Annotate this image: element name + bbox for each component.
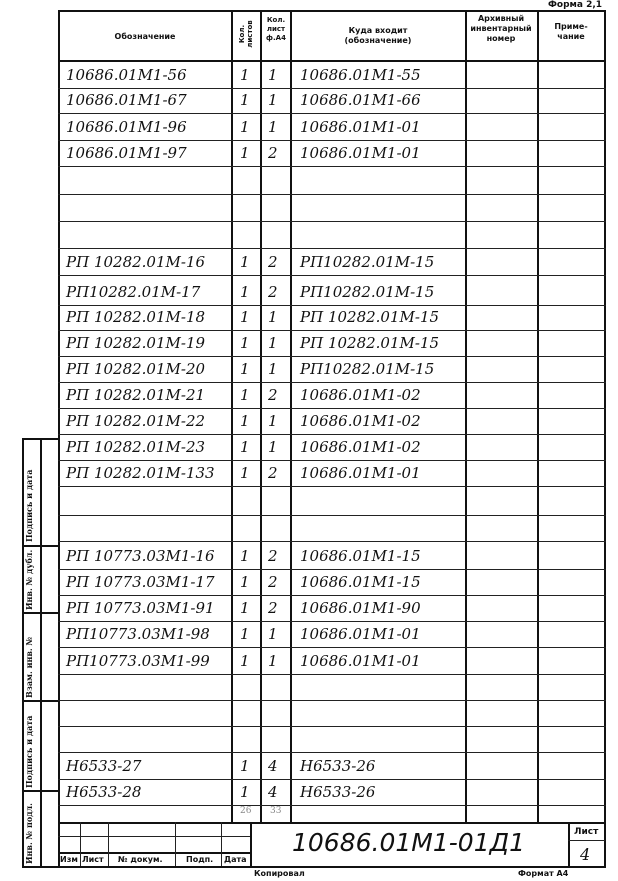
cell-kuda-vhodit: РП 10282.01М-15	[300, 308, 440, 326]
row-separator	[58, 194, 606, 195]
cell-kuda-vhodit: 10686.01М1-15	[300, 573, 421, 591]
cell-kol-listov: 1	[240, 464, 250, 482]
cell-kuda-vhodit: 10686.01M1-01	[300, 144, 421, 162]
side-div-4	[22, 790, 58, 792]
row-separator	[58, 408, 606, 409]
frame-bottom	[22, 866, 606, 868]
cell-oboznachenie: РП 10773.03М1-16	[66, 547, 215, 565]
row-separator	[58, 752, 606, 753]
side-label-podpis-2: Подпись и дата	[24, 469, 34, 542]
cell-oboznachenie: РП 10282.01М-133	[66, 464, 215, 482]
cell-kol-list: 4	[268, 757, 278, 775]
side-strip-top	[22, 438, 58, 440]
row-separator	[58, 88, 606, 89]
header-kuda-vhodit	[292, 26, 464, 46]
cell-kuda-vhodit: 10686.01М1-02	[300, 438, 421, 456]
cell-oboznachenie: Н6533-27	[66, 757, 142, 775]
cell-kol-listov: 1	[240, 91, 250, 109]
cell-kol-list: 2	[268, 599, 278, 617]
title-rev-v2	[108, 822, 109, 866]
row-separator	[58, 569, 606, 570]
header-oboznachenie: Обозначение	[114, 32, 176, 41]
header-arhiv-3: номер	[486, 34, 516, 43]
cell-kol-listov: 1	[240, 118, 250, 136]
cell-kol-listov: 1	[240, 438, 250, 456]
footer-format: Формат А4	[518, 869, 569, 878]
cell-kol-listov: 1	[240, 334, 250, 352]
header-kuda-1: Куда входит	[348, 26, 408, 35]
cell-kuda-vhodit: 10686.01М1-01	[300, 652, 421, 670]
side-div-1	[22, 545, 58, 547]
header-kol-listov-text: Кол. листов	[238, 20, 254, 48]
row-separator	[58, 330, 606, 331]
row-separator	[58, 166, 606, 167]
cell-oboznachenie: РП 10773.03М1-17	[66, 573, 215, 591]
cell-kol-listov: 1	[240, 547, 250, 565]
cell-kol-listov: 1	[240, 308, 250, 326]
cell-kol-listov: 1	[240, 66, 250, 84]
cell-kol-list: 4	[268, 783, 278, 801]
header-kuda-2: (обозначение)	[344, 36, 412, 45]
form-label: Форма 2,1	[548, 0, 603, 10]
cell-kuda-vhodit: 10686.01М1-01	[300, 625, 421, 643]
row-separator	[58, 700, 606, 701]
row-separator	[58, 248, 606, 249]
cell-kuda-vhodit: 10686.01М1-01	[300, 464, 421, 482]
cell-kuda-vhodit: 10686.01M1-55	[300, 66, 421, 84]
cell-kuda-vhodit: 10686.01М1-02	[300, 386, 421, 404]
cell-kuda-vhodit: 10686.01M1-01	[300, 118, 421, 136]
cell-kuda-vhodit: РП10282.01М-15	[300, 283, 435, 301]
cell-kol-listov: 1	[240, 283, 250, 301]
cell-kol-listov: 1	[240, 360, 250, 378]
row-separator	[58, 647, 606, 648]
title-sheet-number: 4	[580, 845, 591, 864]
row-separator	[58, 515, 606, 516]
row-separator	[58, 221, 606, 222]
cell-oboznachenie: РП10773.03М1-98	[66, 625, 210, 643]
row-separator	[58, 726, 606, 727]
cell-kol-listov: 1	[240, 412, 250, 430]
cell-kol-listov: 1	[240, 783, 250, 801]
header-kol-listov	[234, 12, 258, 58]
header-prim	[538, 22, 604, 42]
row-separator	[58, 621, 606, 622]
cell-kol-listov: 1	[240, 386, 250, 404]
cell-kol-list: 2	[268, 253, 278, 271]
side-label-inv-dubl: Инв. № дубл.	[24, 549, 34, 610]
side-div-2	[22, 612, 58, 614]
totals-kol: 26	[240, 806, 252, 816]
title-col-izm: Изм	[60, 855, 78, 864]
title-rev-v1	[80, 822, 81, 866]
cell-kol-listov: 1	[240, 757, 250, 775]
cell-oboznachenie: РП 10282.01М-21	[66, 386, 206, 404]
frame-left	[58, 10, 60, 866]
title-block-split	[250, 822, 252, 866]
row-separator	[58, 356, 606, 357]
cell-oboznachenie: Н6533-28	[66, 783, 142, 801]
cell-oboznachenie: РП 10282.01М-22	[66, 412, 206, 430]
cell-oboznachenie: РП 10282.01М-20	[66, 360, 206, 378]
frame-right	[604, 10, 606, 866]
cell-kol-list: 1	[268, 334, 278, 352]
cell-oboznachenie: РП10773.03М1-99	[66, 652, 210, 670]
header-prim-1: Приме-	[554, 22, 588, 31]
cell-oboznachenie: РП 10773.03М1-91	[66, 599, 215, 617]
cell-kol-list: 1	[268, 652, 278, 670]
cell-kol-list: 1	[268, 360, 278, 378]
cell-kol-list: 1	[268, 308, 278, 326]
row-separator	[58, 779, 606, 780]
cell-kol-listov: 1	[240, 144, 250, 162]
cell-kol-listov: 1	[240, 599, 250, 617]
cell-oboznachenie: РП 10282.01М-23	[66, 438, 206, 456]
title-col-podp: Подп.	[186, 855, 214, 864]
cell-kuda-vhodit: 10686.01М1-90	[300, 599, 421, 617]
cell-kuda-vhodit: 10686.01М1-02	[300, 412, 421, 430]
frame-top	[58, 10, 606, 12]
cell-kol-listov: 1	[240, 625, 250, 643]
title-designation: 10686.01М1-01Д1	[292, 828, 526, 857]
cell-kuda-vhodit: Н6533-26	[300, 783, 376, 801]
title-col-list: Лист	[82, 855, 104, 864]
cell-kol-listov: 1	[240, 573, 250, 591]
side-label-vzam: Взам. инв. №	[24, 636, 34, 698]
header-arhiv	[466, 14, 536, 44]
side-label-inv-podl: Инв. № подл.	[24, 803, 34, 864]
side-strip-mid	[40, 438, 42, 866]
cell-kol-list: 1	[268, 118, 278, 136]
cell-kol-list: 1	[268, 438, 278, 456]
cell-kuda-vhodit: 10686.01M1-66	[300, 91, 421, 109]
side-label-podpis-1: Подпись и дата	[24, 715, 34, 788]
cell-oboznachenie: РП 10282.01М-19	[66, 334, 206, 352]
row-separator	[58, 460, 606, 461]
cell-kol-list: 1	[268, 91, 278, 109]
row-separator	[58, 805, 606, 806]
cell-kuda-vhodit: Н6533-26	[300, 757, 376, 775]
row-separator	[58, 140, 606, 141]
row-separator	[58, 595, 606, 596]
cell-kol-list: 2	[268, 144, 278, 162]
cell-oboznachenie: 10686.01M1-56	[66, 66, 187, 84]
title-sheet-div	[568, 840, 605, 841]
title-rev-v4	[221, 822, 222, 866]
cell-kuda-vhodit: РП10282.01М-15	[300, 360, 435, 378]
side-div-3	[22, 700, 58, 702]
cell-kuda-vhodit: РП 10282.01М-15	[300, 334, 440, 352]
cell-kuda-vhodit: РП10282.01М-15	[300, 253, 435, 271]
cell-oboznachenie: РП 10282.01М-18	[66, 308, 206, 326]
cell-kol-list: 1	[268, 66, 278, 84]
cell-kol-list: 2	[268, 573, 278, 591]
header-bottom	[58, 60, 606, 62]
row-separator	[58, 486, 606, 487]
cell-oboznachenie: 10686.01M1-97	[66, 144, 187, 162]
row-separator	[58, 275, 606, 276]
cell-oboznachenie: 10686.01M1-96	[66, 118, 187, 136]
row-separator	[58, 305, 606, 306]
title-col-data: Дата	[224, 855, 247, 864]
cell-oboznachenie: РП10282.01М-17	[66, 283, 201, 301]
cell-kol-list: 1	[268, 412, 278, 430]
title-sheet-label: Лист	[574, 827, 599, 837]
footer-kopiroval: Копировал	[254, 869, 305, 878]
title-col-dokum: № докум.	[118, 855, 163, 864]
row-separator	[58, 382, 606, 383]
cell-kol-list: 2	[268, 386, 278, 404]
header-prim-2: чание	[557, 32, 585, 41]
row-separator	[58, 541, 606, 542]
cell-oboznachenie: 10686.01M1-67	[66, 91, 187, 109]
header-arhiv-1: Архивный	[477, 14, 525, 23]
cell-kol-listov: 1	[240, 652, 250, 670]
cell-kol-list: 2	[268, 547, 278, 565]
title-rev-v3	[175, 822, 176, 866]
row-separator	[58, 434, 606, 435]
cell-kol-listov: 1	[240, 253, 250, 271]
cell-kol-list: 2	[268, 283, 278, 301]
header-kol-list: Кол. лист ф.А4	[266, 16, 286, 42]
cell-kol-list: 2	[268, 464, 278, 482]
totals-list: 33	[270, 806, 282, 816]
row-separator	[58, 113, 606, 114]
cell-kol-list: 1	[268, 625, 278, 643]
title-block-sheet-split	[568, 822, 570, 866]
title-block-top	[58, 822, 606, 824]
header-arhiv-2: инвентарный	[470, 24, 532, 33]
cell-oboznachenie: РП 10282.01М-16	[66, 253, 206, 271]
row-separator	[58, 674, 606, 675]
cell-kuda-vhodit: 10686.01М1-15	[300, 547, 421, 565]
